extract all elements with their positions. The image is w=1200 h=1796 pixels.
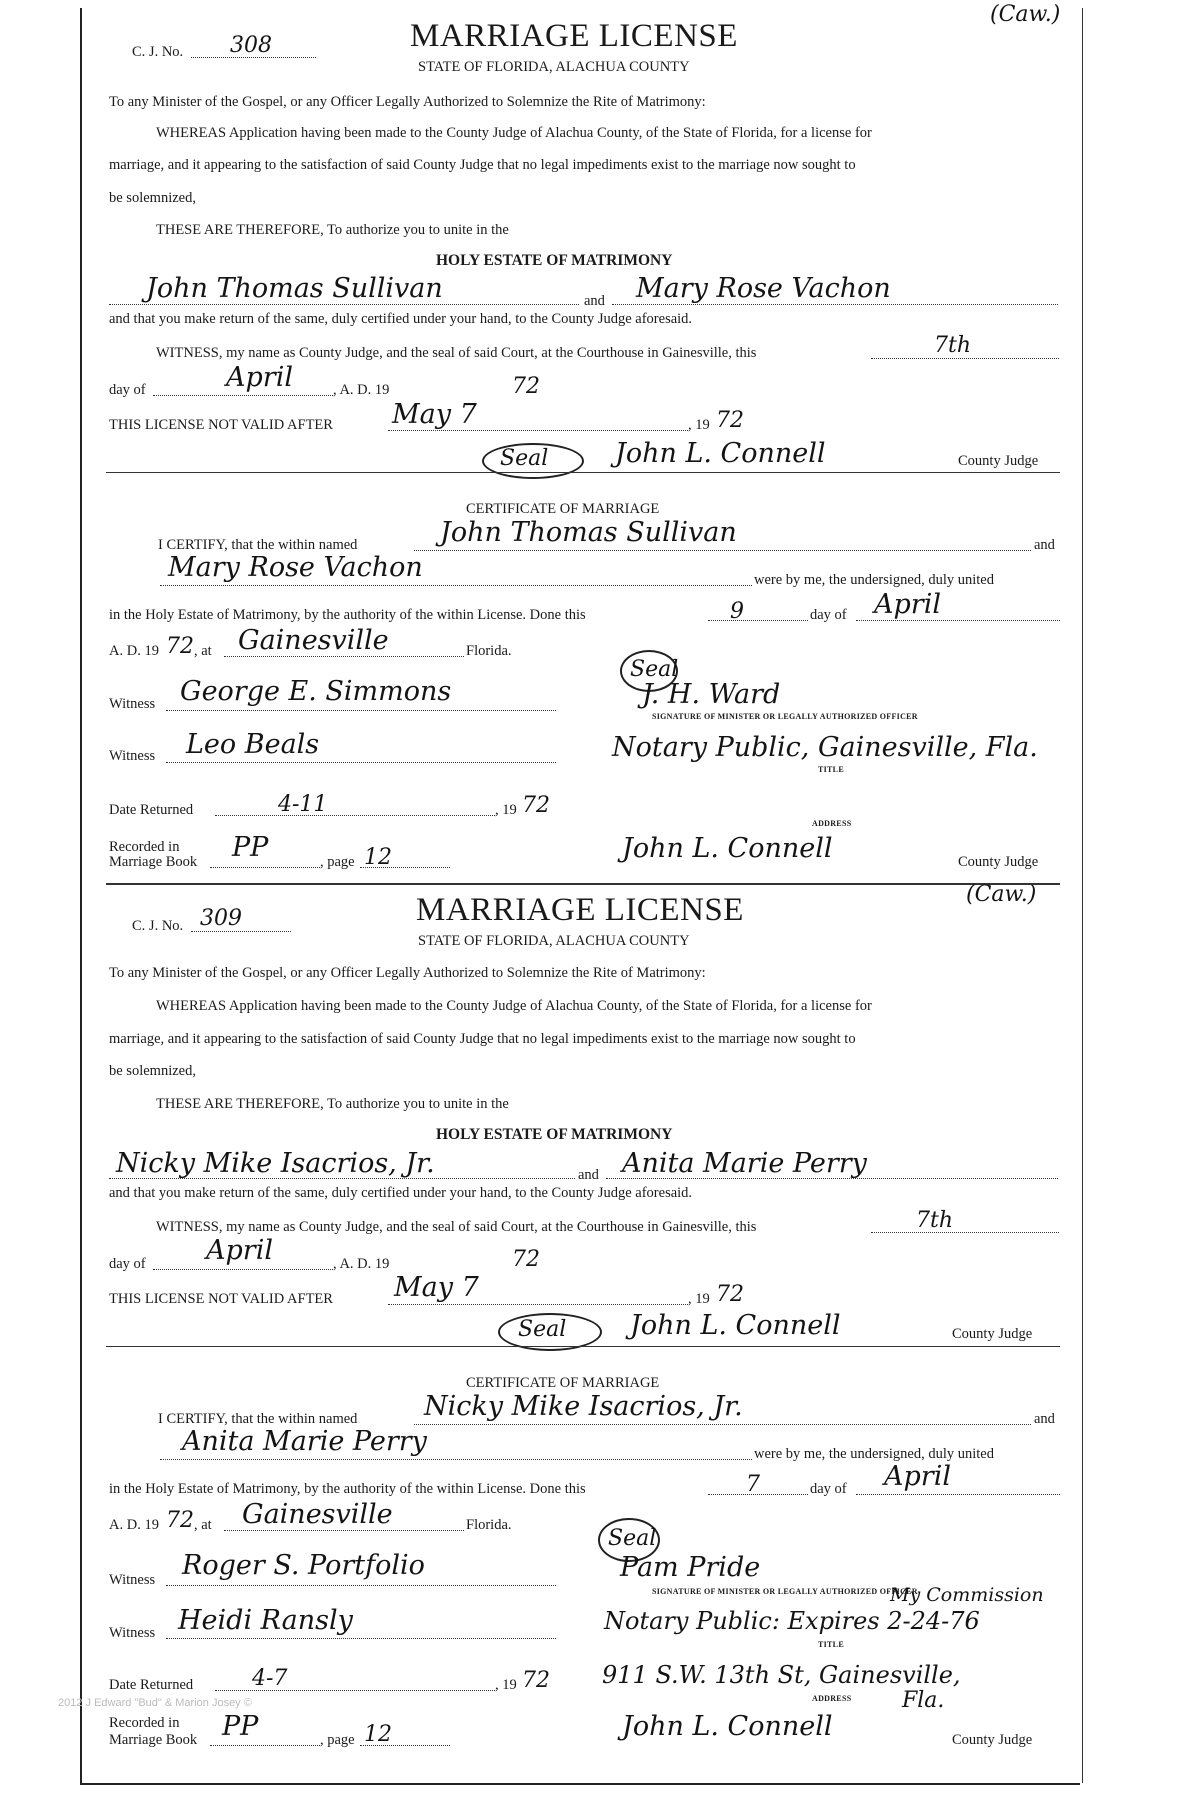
expiry-year-2: 72	[716, 1282, 744, 1307]
cert-groom: John Thomas Sullivan	[440, 517, 737, 548]
judge-signature-2: John L. Connell	[630, 1310, 841, 1341]
done-day: 9	[730, 599, 744, 624]
cj-number: 308	[230, 33, 272, 58]
copyright-watermark: 2012 J Edward "Bud" & Marion Josey ©	[58, 1697, 252, 1709]
not-valid-label-2: THIS LICENSE NOT VALID AFTER	[109, 1291, 333, 1307]
judge-signature: John L. Connell	[615, 438, 826, 469]
book-line	[210, 867, 320, 868]
expiry-line-2	[388, 1304, 688, 1305]
book-value: PP	[232, 832, 269, 863]
license-year: 72	[512, 374, 540, 399]
whereas-2-line-3: be solemnized,	[109, 1063, 196, 1079]
witness-2-line	[166, 762, 556, 763]
witness-day: 7th	[934, 333, 972, 358]
cert-groom-line-2	[414, 1424, 1031, 1425]
title-label-2: TITLE	[818, 1640, 844, 1649]
done-month: April	[874, 589, 941, 620]
marriage-book-label-2: Marriage Book	[109, 1732, 198, 1748]
cert-judge-signature: John L. Connell	[622, 833, 833, 864]
witness-day-2: 7th	[916, 1208, 954, 1233]
corner-mark: (Caw.)	[990, 2, 1061, 27]
cert-year: 72	[166, 634, 194, 659]
witness-day-line-2	[871, 1232, 1059, 1233]
holy-estate-heading: HOLY ESTATE OF MATRIMONY	[436, 252, 673, 269]
signature-label-2: SIGNATURE OF MINISTER OR LEGALLY AUTHORIZED OFFICER	[652, 1587, 918, 1596]
groom-line	[109, 304, 579, 305]
groom-name: John Thomas Sullivan	[146, 273, 443, 304]
certificate-heading-2: CERTIFICATE OF MARRIAGE	[466, 1375, 660, 1391]
and-word: and	[584, 293, 605, 309]
witness-line: WITNESS, my name as County Judge, and the seal of said Court, at the Courthouse in Gainesville, this	[156, 345, 757, 361]
seal-text-2: Seal	[518, 1317, 567, 1342]
license-year-2: 72	[512, 1247, 540, 1272]
cert-day-of-2: day of	[810, 1481, 847, 1497]
seal-text: Seal	[500, 446, 549, 471]
salutation: To any Minister of the Gospel, or any Officer Legally Authorized to Solemnize the Rite of Matrimony:	[109, 94, 706, 110]
witness-2-label: Witness	[109, 748, 156, 764]
officer-title: Notary Public, Gainesville, Fla.	[612, 732, 1038, 763]
date-returned-label: Date Returned	[109, 802, 194, 818]
corner-mark-2: (Caw.)	[966, 882, 1037, 907]
month-line	[153, 395, 333, 396]
recorded-in-2: Recorded in	[109, 1715, 180, 1731]
license-month-2: April	[206, 1235, 273, 1266]
witness-line-2: WITNESS, my name as County Judge, and the seal of said Court, at the Courthouse in Gainesville, this	[156, 1219, 757, 1235]
done-month-line-2	[856, 1494, 1060, 1495]
bride-name: Mary Rose Vachon	[636, 273, 891, 304]
section-divider	[106, 472, 1060, 473]
month-line-2	[153, 1269, 333, 1270]
cert-and-2: and	[1034, 1411, 1055, 1427]
place-line-2	[224, 1530, 464, 1531]
license-title-2: MARRIAGE LICENSE	[416, 892, 744, 928]
whereas-line-3: be solemnized,	[109, 190, 196, 206]
witness-1-line	[166, 710, 556, 711]
witness-1-label: Witness	[109, 696, 156, 712]
cert-ad-label-2: A. D. 19	[109, 1517, 159, 1533]
license-subtitle-2: STATE OF FLORIDA, ALACHUA COUNTY	[418, 933, 690, 949]
expiry-year-label: , 19	[688, 417, 710, 433]
expiry-year: 72	[716, 408, 744, 433]
not-valid-label: THIS LICENSE NOT VALID AFTER	[109, 417, 333, 433]
expiry-line	[388, 430, 688, 431]
cert-florida-2: Florida.	[466, 1517, 512, 1533]
whereas-line-1: WHEREAS Application having been made to the County Judge of Alachua County, of the State of Florida, for a license for	[156, 125, 872, 141]
commission-note: My Commission	[890, 1584, 1044, 1606]
returned-year: 72	[522, 793, 550, 818]
page-value-2: 12	[364, 1722, 392, 1747]
signature-label: SIGNATURE OF MINISTER OR LEGALLY AUTHORIZED OFFICER	[652, 712, 918, 721]
marriage-book-label: Marriage Book	[109, 854, 198, 870]
cert-groom-line	[414, 550, 1031, 551]
cert-holy-line: in the Holy Estate of Matrimony, by the authority of the within License. Done this	[109, 607, 586, 623]
cert-bride-line	[160, 585, 752, 586]
title-label: TITLE	[818, 765, 844, 774]
done-month-2: April	[884, 1461, 951, 1492]
cert-florida: Florida.	[466, 643, 512, 659]
cert-year-2: 72	[166, 1508, 194, 1533]
cert-bride: Mary Rose Vachon	[168, 552, 423, 583]
whereas-line-2: marriage, and it appearing to the satisfaction of said County Judge that no legal impediments exist to the marriage now sought to	[109, 157, 856, 173]
cert-holy-line-2: in the Holy Estate of Matrimony, by the authority of the within License. Done this	[109, 1481, 586, 1497]
cert-judge-signature-2: John L. Connell	[622, 1711, 833, 1742]
bride-line	[612, 304, 1058, 305]
license-divider	[106, 883, 1060, 885]
county-judge-label: County Judge	[958, 453, 1039, 469]
address-label: ADDRESS	[812, 819, 852, 828]
section-divider-2	[106, 1346, 1060, 1347]
expiry-date: May 7	[392, 399, 477, 430]
witness-2-label-2: Witness	[109, 1625, 156, 1641]
cj-label-2: C. J. No.	[132, 918, 184, 934]
certificate-heading: CERTIFICATE OF MARRIAGE	[466, 501, 660, 517]
ad-label: , A. D. 19	[333, 382, 390, 398]
witness-2: Leo Beals	[186, 729, 320, 760]
therefore-line: THESE ARE THEREFORE, To authorize you to unite in the	[156, 222, 509, 238]
whereas-2-line-2: marriage, and it appearing to the satisfaction of said County Judge that no legal impediments exist to the marriage now sought to	[109, 1031, 856, 1047]
witness-1: George E. Simmons	[180, 676, 452, 707]
witness-2-2: Heidi Ransly	[178, 1605, 353, 1636]
returned-year-label: , 19	[495, 802, 517, 818]
cert-groom-2: Nicky Mike Isacrios, Jr.	[424, 1391, 743, 1422]
date-returned: 4-11	[278, 792, 328, 817]
expiry-year-label-2: , 19	[688, 1291, 710, 1307]
address-value-2: 911 S.W. 13th St, Gainesville,	[602, 1661, 961, 1689]
officer-seal-text: Seal	[630, 657, 679, 682]
county-judge-label-2: County Judge	[952, 1326, 1033, 1342]
cert-bride-line-2	[160, 1459, 752, 1460]
officer-seal-text-2: Seal	[608, 1526, 657, 1551]
date-returned-2: 4-7	[252, 1666, 288, 1691]
returned-year-2: 72	[522, 1668, 550, 1693]
done-day-2: 7	[746, 1472, 760, 1497]
page-label: , page	[320, 854, 355, 870]
license-month: April	[226, 362, 293, 393]
ad-label-2: , A. D. 19	[333, 1256, 390, 1272]
witness-1-label-2: Witness	[109, 1572, 156, 1588]
bottom-rule	[80, 1783, 1080, 1785]
bride-name-2: Anita Marie Perry	[622, 1148, 867, 1179]
whereas-2-line-1: WHEREAS Application having been made to the County Judge of Alachua County, of the State of Florida, for a license for	[156, 998, 872, 1014]
cj-number-2: 309	[200, 906, 242, 931]
day-of-label: day of	[109, 382, 146, 398]
recorded-in: Recorded in	[109, 839, 180, 855]
cert-ad-label: A. D. 19	[109, 643, 159, 659]
cert-county-judge-2: County Judge	[952, 1732, 1033, 1748]
groom-name-2: Nicky Mike Isacrios, Jr.	[116, 1148, 435, 1179]
day-of-label-2: day of	[109, 1256, 146, 1272]
salutation-2: To any Minister of the Gospel, or any Officer Legally Authorized to Solemnize the Rite of Matrimony:	[109, 965, 706, 981]
holy-estate-heading-2: HOLY ESTATE OF MATRIMONY	[436, 1126, 673, 1143]
cert-and: and	[1034, 537, 1055, 553]
book-value-2: PP	[222, 1711, 259, 1742]
return-line-2: and that you make return of the same, duly certified under your hand, to the County Judge aforesaid.	[109, 1185, 693, 1201]
cert-place-2: Gainesville	[242, 1499, 393, 1530]
license-subtitle: STATE OF FLORIDA, ALACHUA COUNTY	[418, 59, 690, 75]
cert-place: Gainesville	[238, 625, 389, 656]
cert-at-2: , at	[194, 1517, 212, 1533]
officer-signature-2: Pam Pride	[620, 1552, 761, 1583]
cert-united-2: were by me, the undersigned, duly united	[754, 1446, 994, 1462]
cert-at: , at	[194, 643, 212, 659]
officer-title-2: Notary Public: Expires 2-24-76	[604, 1607, 980, 1635]
done-month-line	[856, 620, 1060, 621]
cj-label: C. J. No.	[132, 44, 184, 60]
certify-label: I CERTIFY, that the within named	[158, 537, 358, 553]
license-title: MARRIAGE LICENSE	[410, 18, 738, 54]
officer-signature: J. H. Ward	[642, 679, 781, 710]
witness-1-2: Roger S. Portfolio	[182, 1550, 425, 1581]
cert-united: were by me, the undersigned, duly united	[754, 572, 994, 588]
and-word-2: and	[578, 1167, 599, 1183]
cert-county-judge: County Judge	[958, 854, 1039, 870]
date-returned-line	[215, 815, 495, 816]
done-day-line	[708, 620, 808, 621]
address-value-2b: Fla.	[902, 1688, 945, 1713]
expiry-date-2: May 7	[394, 1272, 479, 1303]
page-label-2: , page	[320, 1732, 355, 1748]
cert-bride-2: Anita Marie Perry	[182, 1426, 427, 1457]
address-label-2: ADDRESS	[812, 1694, 852, 1703]
return-line: and that you make return of the same, duly certified under your hand, to the County Judge aforesaid.	[109, 311, 693, 327]
therefore-line-2: THESE ARE THEREFORE, To authorize you to unite in the	[156, 1096, 509, 1112]
place-line	[224, 656, 464, 657]
witness-2-line-2	[166, 1638, 556, 1639]
page-value: 12	[364, 845, 392, 870]
cert-day-of: day of	[810, 607, 847, 623]
witness-1-line-2	[166, 1585, 556, 1586]
date-returned-label-2: Date Returned	[109, 1677, 194, 1693]
book-line-2	[210, 1745, 320, 1746]
returned-year-label-2: , 19	[495, 1677, 517, 1693]
certify-label-2: I CERTIFY, that the within named	[158, 1411, 358, 1427]
